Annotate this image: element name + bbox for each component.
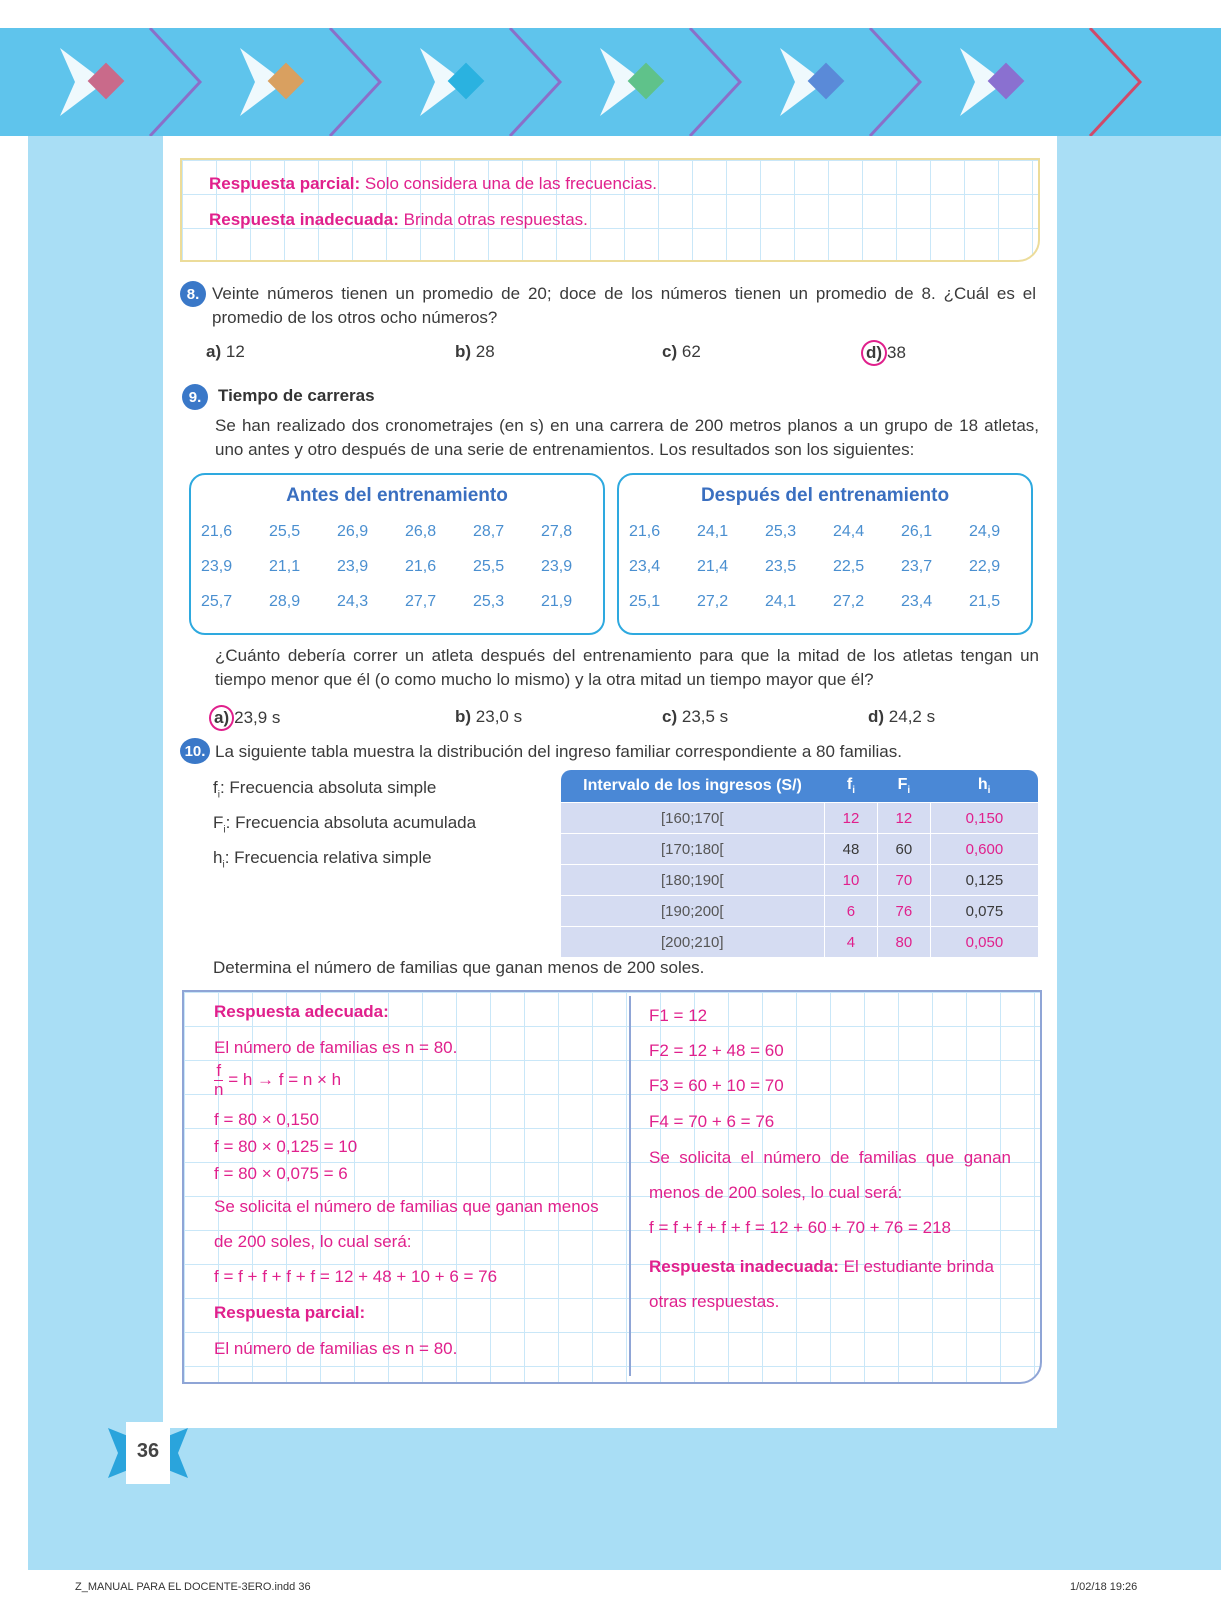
answer-box-top [180, 158, 1040, 262]
table-cell: 0,150 [930, 803, 1038, 834]
answer-line: F3 = 60 + 10 = 70 [649, 1076, 784, 1095]
time-value: 21,6 [405, 558, 437, 575]
time-value: 23,9 [337, 558, 369, 575]
table-row [561, 896, 1039, 927]
answer-line: F1 = 12 [649, 1006, 708, 1025]
q9-option-b[interactable] [455, 707, 522, 727]
legend-sub: i [223, 824, 226, 836]
time-value: 24,3 [337, 593, 369, 610]
time-value: 25,3 [473, 593, 505, 610]
option-value: 24,2 s [888, 707, 936, 726]
time-value: 23,4 [901, 593, 933, 610]
time-value: 28,9 [269, 593, 301, 610]
question-number-8: 8. [180, 281, 206, 307]
answer-line: El número de familias es n = 80. [214, 1038, 458, 1057]
table-cell: 0,600 [930, 834, 1038, 865]
answer-line: de 200 soles, lo cual será: [214, 1232, 412, 1251]
legend-text: : Frecuencia absoluta acumulada [225, 813, 477, 832]
table-row [561, 834, 1039, 865]
time-value: 23,5 [765, 558, 797, 575]
answer-line: F4 = 70 + 6 = 76 [649, 1112, 775, 1131]
selected-answer-circle: a) [209, 705, 234, 731]
question-10-text: La siguiente tabla muestra la distribución del ingreso familiar correspondiente a 80 familias. [215, 742, 902, 761]
answer-line: f = f + f + f + f = 12 + 48 + 10 + 6 = 76 [214, 1267, 498, 1286]
header-sub: i [907, 785, 911, 797]
inadequate-answer-text: El estudiante brinda [838, 1257, 994, 1276]
before-training-table [189, 473, 605, 635]
answer-line: Se solicita el número de familias que ganan [649, 1148, 1011, 1167]
time-value: 28,7 [473, 523, 505, 540]
time-value: 21,1 [269, 558, 301, 575]
answer-line: F2 = 12 + 48 = 60 [649, 1041, 784, 1060]
table-cell: 4 [825, 927, 878, 958]
option-label: a) [206, 342, 222, 361]
table-cell: 12 [825, 803, 878, 834]
time-value: 24,1 [765, 593, 797, 610]
time-value: 21,6 [201, 523, 233, 540]
table-cell: 80 [877, 927, 930, 958]
table-cell: [200;210] [561, 927, 825, 958]
page-number-badge [108, 1418, 188, 1488]
table-cell: [190;200[ [561, 896, 825, 927]
legend-symbol: h [213, 848, 223, 867]
time-value: 25,5 [269, 523, 301, 540]
header-symbol: h [977, 775, 988, 793]
answer-line: f = 80 × 0,150 [214, 1110, 319, 1129]
table-cell: 10 [825, 865, 878, 896]
table-cell: [180;190[ [561, 865, 825, 896]
time-value: 26,8 [405, 523, 437, 540]
legend-text: : Frecuencia relativa simple [224, 848, 432, 867]
time-value: 25,3 [765, 523, 797, 540]
table-cell: 6 [825, 896, 878, 927]
option-label: c) [662, 707, 678, 726]
decorative-header-band [0, 28, 1221, 136]
time-value: 24,9 [969, 523, 1001, 540]
question-10-prompt: Determina el número de familias que ganan menos de 200 soles. [213, 958, 705, 977]
time-value: 22,5 [833, 558, 865, 575]
time-value: 26,9 [337, 523, 369, 540]
header-hi [930, 770, 1038, 803]
time-value: 23,7 [901, 558, 933, 575]
frequency-table [560, 770, 1038, 957]
answer-line: El número de familias es n = 80. [214, 1339, 458, 1358]
time-value: 21,5 [969, 593, 1001, 610]
table-cell: 70 [877, 865, 930, 896]
table-row [561, 803, 1039, 834]
partial-answer-line [209, 172, 657, 196]
fraction-denominator: n [214, 1080, 224, 1099]
q9-option-d[interactable] [868, 707, 935, 727]
before-training-title: Antes del entrenamiento [286, 485, 508, 506]
question-number-9: 9. [182, 384, 208, 410]
answer-line: f = 80 × 0,125 = 10 [214, 1137, 358, 1156]
q8-option-b[interactable] [455, 342, 495, 362]
option-value: 62 [681, 342, 701, 361]
option-value: 38 [887, 343, 906, 362]
answer-fraction [214, 1062, 341, 1099]
legend-hi [213, 846, 432, 877]
table-cell: 0,125 [930, 865, 1038, 896]
option-label: b) [455, 707, 472, 726]
time-value: 24,1 [697, 523, 729, 540]
answer-line: f = f + f + f + f = 12 + 60 + 70 + 76 = 218 [649, 1218, 951, 1237]
q8-option-c[interactable] [662, 342, 701, 362]
fraction-numerator: f [214, 1062, 223, 1081]
partial-answer-label: Respuesta parcial: [214, 1303, 366, 1322]
inadequate-answer-line [209, 208, 588, 232]
table-cell: 0,075 [930, 896, 1038, 927]
table-row [561, 865, 1039, 896]
column-divider [629, 996, 631, 1376]
time-value: 27,2 [833, 593, 865, 610]
legend-Fi [213, 811, 476, 842]
chevron-pattern-icon [0, 28, 1221, 136]
table-cell: 12 [877, 803, 930, 834]
legend-fi [213, 776, 436, 807]
header-interval: Intervalo de los ingresos (S/) [561, 770, 825, 803]
question-9-title: Tiempo de carreras [218, 386, 375, 405]
time-value: 22,9 [969, 558, 1001, 575]
footer-date: 1/02/18 19:26 [1070, 1581, 1138, 1593]
legend-sub: i [222, 859, 225, 871]
fraction-formula: = h → f = n × h [228, 1069, 342, 1089]
selected-answer-circle: d) [861, 340, 887, 366]
answer-line: f = 80 × 0,075 = 6 [214, 1164, 348, 1183]
q8-option-a[interactable] [206, 342, 245, 362]
table-cell: [170;180[ [561, 834, 825, 865]
table-cell: 0,050 [930, 927, 1038, 958]
question-9-prompt: ¿Cuánto debería correr un atleta después del entrenamiento para que la mitad de los atletas tengan un tiempo menor que él (o como mucho lo mismo) y la otra mitad un tiempo mayor que él? [215, 646, 1039, 689]
time-value: 27,2 [697, 593, 729, 610]
table-cell: 76 [877, 896, 930, 927]
time-value: 25,5 [473, 558, 505, 575]
option-label: b) [455, 342, 472, 361]
page-number: 36 [136, 1440, 160, 1462]
option-label: c) [662, 342, 678, 361]
partial-answer-text: Solo considera una de las frecuencias. [360, 174, 657, 193]
time-value: 21,6 [629, 523, 661, 540]
footer-filename: Z_MANUAL PARA EL DOCENTE-3ERO.indd 36 [75, 1581, 311, 1593]
time-value: 27,7 [405, 593, 437, 610]
adequate-answer-label: Respuesta adecuada: [214, 1002, 389, 1021]
inadequate-answer-label: Respuesta inadecuada: [649, 1257, 839, 1276]
time-value: 23,4 [629, 558, 661, 575]
time-value: 25,1 [629, 593, 661, 610]
option-value: 23,9 s [234, 708, 281, 727]
header-Fi [877, 770, 930, 803]
answer-box-bottom [182, 990, 1042, 1384]
time-value: 23,9 [541, 558, 573, 575]
inadequate-answer-text: Brinda otras respuestas. [398, 210, 588, 229]
header-sub: i [987, 785, 991, 797]
after-training-title: Después del entrenamiento [700, 485, 950, 506]
q9-option-c[interactable] [662, 707, 728, 727]
table-cell: 60 [877, 834, 930, 865]
legend-sub: i [217, 789, 220, 801]
q8-option-d-selected[interactable] [861, 340, 906, 366]
time-value: 26,1 [901, 523, 933, 540]
question-9-text: Se han realizado dos cronometrajes (en s) en una carrera de 200 metros planos a un grupo de 18 atletas, uno antes y otro después de una serie de entrenamientos. Los resultados son los siguientes: [215, 416, 1039, 459]
table-cell: [160;170[ [561, 803, 825, 834]
answer-line: menos de 200 soles, lo cual será: [649, 1183, 903, 1202]
time-value: 23,9 [201, 558, 233, 575]
time-value: 24,4 [833, 523, 865, 540]
option-value: 23,0 s [475, 707, 523, 726]
inadequate-answer-line [649, 1255, 994, 1279]
option-value: 23,5 s [681, 707, 729, 726]
after-training-table [617, 473, 1033, 635]
time-value: 27,8 [541, 523, 573, 540]
time-value: 21,9 [541, 593, 573, 610]
inadequate-answer-label: Respuesta inadecuada: [209, 210, 399, 229]
option-label: d) [868, 707, 885, 726]
legend-symbol: f [213, 778, 218, 797]
time-value: 21,4 [697, 558, 729, 575]
table-header-row [561, 770, 1039, 803]
question-8-text: Veinte números tienen un promedio de 20; doce de los números tienen un promedio de 8. ¿Cuál es el promedio de los otros ocho números? [212, 284, 1036, 327]
time-value: 25,7 [201, 593, 233, 610]
partial-answer-label: Respuesta parcial: [209, 174, 361, 193]
table-cell: 48 [825, 834, 878, 865]
question-number-10: 10. [180, 738, 210, 764]
header-symbol: F [897, 775, 908, 793]
legend-text: : Frecuencia absoluta simple [219, 778, 437, 797]
answer-line: Se solicita el número de familias que ganan menos [214, 1197, 599, 1216]
header-symbol: f [846, 775, 853, 793]
header-sub: i [852, 785, 856, 797]
option-value: 28 [475, 342, 495, 361]
option-value: 12 [225, 342, 245, 361]
header-fi [825, 770, 878, 803]
legend-symbol: F [213, 813, 224, 832]
answer-line: otras respuestas. [649, 1292, 780, 1311]
q9-option-a-selected[interactable] [209, 705, 280, 731]
table-row [561, 927, 1039, 958]
